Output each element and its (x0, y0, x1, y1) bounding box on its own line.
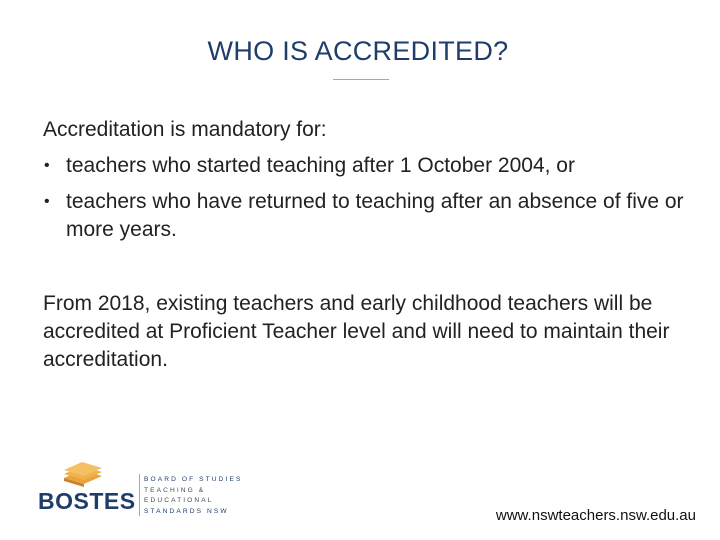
bostes-logo (38, 462, 258, 522)
logo-line: TEACHING & (144, 486, 206, 494)
bullet-text: teachers who have returned to teaching after an absence of five or more years. (66, 190, 684, 241)
list-item (43, 188, 703, 244)
list-item (43, 152, 703, 180)
website-link[interactable]: www.nswteachers.nsw.edu.au (495, 507, 696, 524)
logo-line: STANDARDS NSW (144, 507, 229, 515)
logo-text (144, 475, 242, 517)
body-paragraph: From 2018, existing teachers and early childhood teachers will be accredited at Proficient Teacher level and will need to maintain their accreditation. (43, 292, 670, 371)
logo-wordmark: BOSTES (38, 488, 136, 514)
title-underline (333, 79, 389, 80)
bullet-icon: • (44, 193, 50, 210)
bullet-text: teachers who started teaching after 1 October 2004, or (66, 154, 575, 177)
logo-line: EDUCATIONAL (144, 497, 214, 504)
intro-text: Accreditation is mandatory for: (43, 118, 327, 141)
bullet-icon: • (44, 157, 50, 174)
bullet-list (43, 152, 703, 252)
logo-line: BOARD OF STUDIES (144, 476, 243, 483)
slide-title: WHO IS ACCREDITED? (207, 36, 509, 66)
logo-divider (139, 474, 140, 516)
